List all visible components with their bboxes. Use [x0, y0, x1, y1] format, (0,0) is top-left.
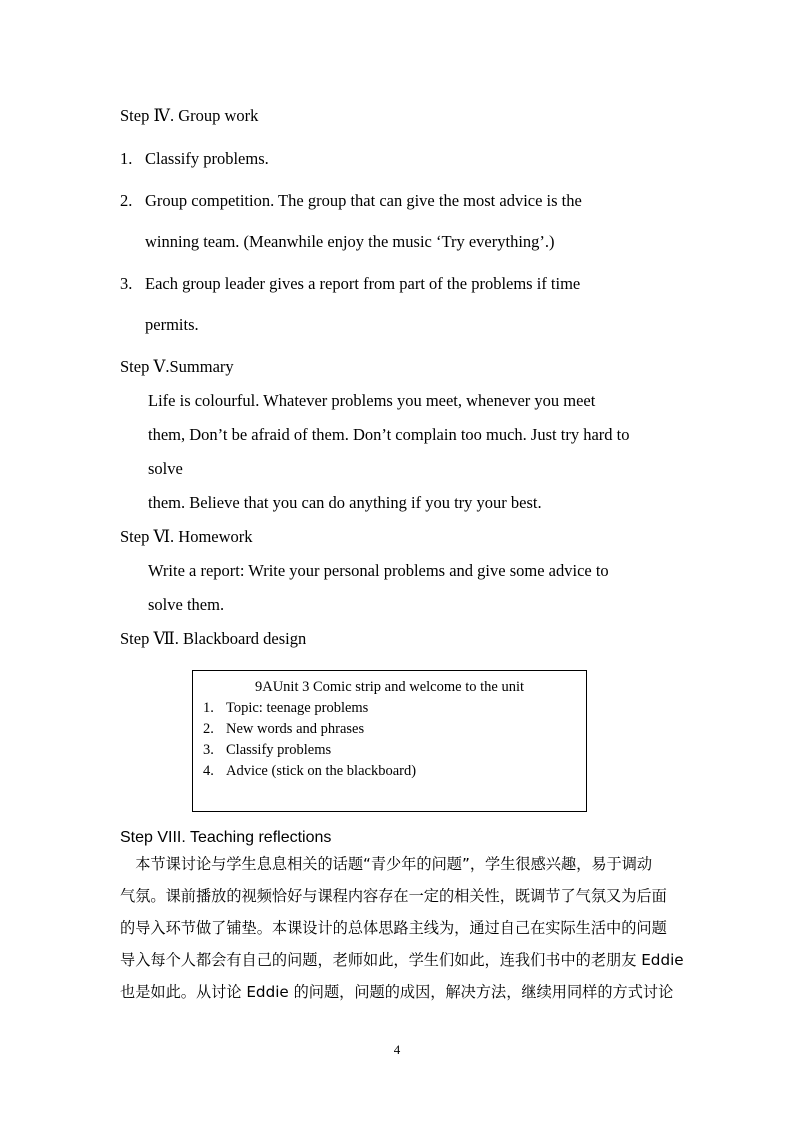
- step-7-heading: Step Ⅶ. Blackboard design: [120, 629, 307, 648]
- summary-line: Life is colourful. Whatever problems you meet, whenever you meet: [148, 391, 596, 410]
- homework-line: Write a report: Write your personal problems and give some advice to: [148, 561, 609, 580]
- group-work-item-2-text: Group competition. The group that can give the most advice is the: [145, 191, 582, 210]
- blackboard-item-number: 4.: [203, 763, 214, 779]
- group-work-item-3-number: 3.: [120, 274, 133, 293]
- blackboard-item-number: 2.: [203, 721, 214, 737]
- reflections-line: 的导入环节做了铺垫。本课设计的总体思路主线为，通过自己在实际生活中的问题: [120, 919, 667, 937]
- blackboard-item-text: New words and phrases: [226, 721, 365, 737]
- group-work-item-2-number: 2.: [120, 191, 133, 210]
- homework-line: solve them.: [148, 595, 225, 614]
- step-5-heading: Step Ⅴ.Summary: [120, 357, 234, 376]
- reflections-line: 本节课讨论与学生息息相关的话题“青少年的问题”，学生很感兴趣，易于调动: [120, 855, 653, 873]
- group-work-item-3-continuation: permits.: [145, 315, 199, 334]
- group-work-item-1-number: 1.: [120, 149, 133, 168]
- blackboard-design-box: [192, 670, 587, 812]
- blackboard-item-text: Topic: teenage problems: [226, 700, 369, 716]
- blackboard-item-number: 1.: [203, 700, 214, 716]
- blackboard-title: 9AUnit 3 Comic strip and welcome to the unit: [254, 679, 524, 695]
- reflections-line: 导入每个人都会有自己的问题，老师如此，学生们如此，连我们书中的老朋友 Eddie: [120, 951, 684, 969]
- blackboard-item-text: Classify problems: [226, 742, 332, 758]
- step-6-heading: Step Ⅵ. Homework: [120, 527, 253, 546]
- group-work-item-1-text: Classify problems.: [145, 149, 269, 168]
- reflections-line: 也是如此。从讨论 Eddie 的问题，问题的成因，解决方法，继续用同样的方式讨论: [120, 983, 674, 1001]
- reflections-line: 气氛。课前播放的视频恰好与课程内容存在一定的相关性，既调节了气氛又为后面: [120, 887, 667, 905]
- group-work-item-2-continuation: winning team. (Meanwhile enjoy the music ‘Try everything’.): [145, 232, 555, 251]
- page-number: 4: [393, 1042, 401, 1057]
- summary-line: solve: [148, 459, 183, 478]
- summary-line: them. Believe that you can do anything if you try your best.: [148, 493, 542, 512]
- summary-line: them, Don’t be afraid of them. Don’t complain too much. Just try hard to: [148, 425, 630, 444]
- blackboard-item-number: 3.: [203, 742, 214, 758]
- reflections-heading: Step VIII. Teaching reflections: [120, 829, 332, 846]
- group-work-item-3-text: Each group leader gives a report from part of the problems if time: [145, 274, 581, 293]
- blackboard-item-text: Advice (stick on the blackboard): [226, 763, 417, 779]
- step-4-heading: Step Ⅳ. Group work: [120, 106, 259, 125]
